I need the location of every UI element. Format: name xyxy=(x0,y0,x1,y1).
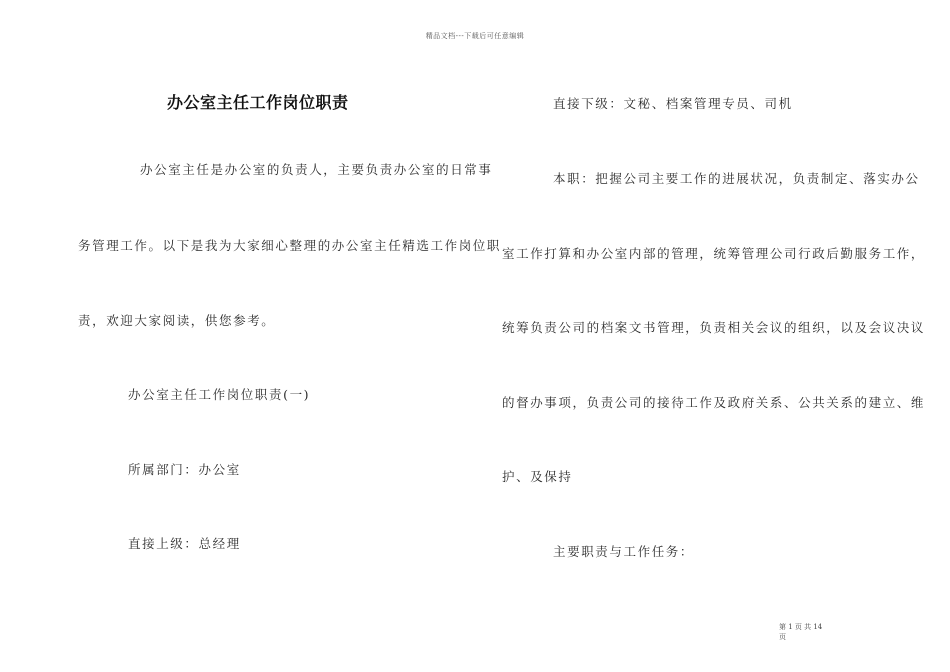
subordinates-line: 直接下级：文秘、档案管理专员、司机 xyxy=(553,96,793,111)
section-heading: 办公室主任工作岗位职责(一) xyxy=(128,387,311,402)
duty-line-2: 室工作打算和办公室内部的管理，统筹管理公司行政后勤服务工作， xyxy=(502,246,926,261)
page-number-line-1: 第 1 页 共 14 xyxy=(779,623,823,631)
intro-line-3: 责，欢迎大家阅读，供您参考。 xyxy=(78,313,276,328)
page-header: 精品文档---下载后可任意编辑 xyxy=(425,32,525,40)
intro-line-2: 务管理工作。以下是我为大家细心整理的办公室主任精选工作岗位职 xyxy=(78,238,502,253)
page-number xyxy=(779,622,839,642)
main-duties-heading: 主要职责与工作任务： xyxy=(553,544,695,559)
document-title: 办公室主任工作岗位职责 xyxy=(167,93,349,112)
duty-line-4: 的督办事项，负责公司的接待工作及政府关系、公共关系的建立、维 xyxy=(502,395,926,410)
duty-line-5: 护、及保持 xyxy=(502,469,573,484)
duty-line-1: 本职：把握公司主要工作的进展状况，负责制定、落实办公 xyxy=(553,171,920,186)
superior-line: 直接上级：总经理 xyxy=(128,536,241,551)
intro-line-1: 办公室主任是办公室的负责人，主要负责办公室的日常事 xyxy=(140,162,493,177)
duty-line-3: 统筹负责公司的档案文书管理，负责相关会议的组织，以及会议决议 xyxy=(502,320,926,335)
department-line: 所属部门：办公室 xyxy=(128,462,241,477)
page-number-line-2: 页 xyxy=(779,633,786,641)
